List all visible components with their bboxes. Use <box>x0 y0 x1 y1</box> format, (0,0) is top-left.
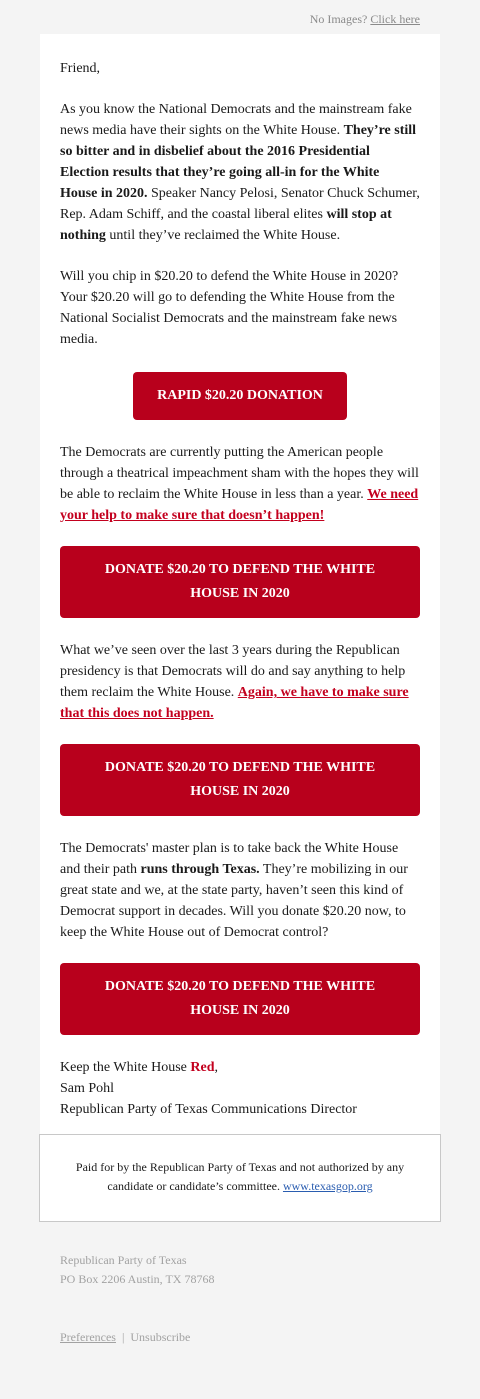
paragraph-intro-text-2: Speaker Nancy Pelosi, Senator Chuck Schumer, Rep. Adam Schiff, and the coastal liberal elites <box>60 186 420 222</box>
click-here-link[interactable]: Click here <box>370 12 420 26</box>
paragraph-intro-bold-1: They’re still so bitter and in disbelief about the 2016 Presidential Election results that they’re going all-in for the White House in 2020. <box>60 123 417 201</box>
paragraph-master-plan <box>60 838 420 943</box>
paragraph-master-plan-bold: runs through Texas. <box>140 862 260 877</box>
org-name: Republican Party of Texas <box>60 1253 187 1267</box>
paragraph-master-plan-text-2: They’re mobilizing in our great state and we, at the state party, haven’t seen this kind of Democrat support in decades. Will you donate $20.20 now, to keep the White House out of Democrat control? <box>60 862 408 940</box>
paragraph-intro <box>60 99 420 246</box>
paragraph-intro-bold-2: will stop at nothing <box>60 207 392 243</box>
signoff-keep-text: Keep the White House <box>60 1060 191 1075</box>
preferences-link[interactable]: Preferences <box>60 1330 116 1344</box>
donate-button-1[interactable]: DONATE $20.20 TO DEFEND THE WHITE HOUSE IN 2020 <box>60 546 420 618</box>
need-help-link[interactable]: We need your help to make sure that doesn’t happen! <box>60 487 419 523</box>
website-link[interactable]: www.texasgop.org <box>282 1179 373 1193</box>
preferences-bar <box>60 1328 190 1347</box>
email-body <box>40 34 440 1134</box>
paragraph-impeachment-text: The Democrats are currently putting the American people through a theatrical impeachment sham with the hopes they will be able to reclaim the White House in less than a year. <box>60 445 419 502</box>
rapid-donation-button[interactable]: RAPID $20.20 DONATION <box>133 372 347 420</box>
paragraph-republican-presidency-text: What we’ve seen over the last 3 years during the Republican presidency is that Democrats will do and say anything to help them reclaim the White House. <box>60 643 406 700</box>
greeting: Friend, <box>60 61 101 76</box>
paragraph-intro-text-3: until they’ve reclaimed the White House. <box>105 228 341 243</box>
org-address-block <box>60 1251 214 1289</box>
unsubscribe-link[interactable]: Unsubscribe <box>130 1330 191 1344</box>
signoff-line <box>60 1057 420 1078</box>
paragraph-intro-text-1: As you know the National Democrats and the mainstream fake news media have their sights on the White House. <box>60 102 412 138</box>
disclaimer-text: Paid for by the Republican Party of Texas and not authorized by any candidate or candidate’s committee. <box>75 1160 405 1193</box>
rapid-donation-wrap <box>60 372 420 420</box>
paragraph-chip-in: Will you chip in $20.20 to defend the White House in 2020? Your $20.20 will go to defending the White House from the National Socialist Democrats and the mainstream fake news media. <box>60 269 399 347</box>
make-sure-link[interactable]: Again, we have to make sure that this does not happen. <box>60 685 409 721</box>
no-images-text: No Images? <box>309 12 368 26</box>
signer-name: Sam Pohl <box>60 1081 115 1096</box>
paragraph-republican-presidency <box>60 640 420 724</box>
signer-title: Republican Party of Texas Communications Director <box>60 1102 357 1117</box>
top-bar <box>0 0 480 34</box>
paragraph-impeachment <box>60 442 420 526</box>
donate-button-3[interactable]: DONATE $20.20 TO DEFEND THE WHITE HOUSE IN 2020 <box>60 963 420 1035</box>
org-address: PO Box 2206 Austin, TX 78768 <box>60 1272 215 1286</box>
signoff-comma: , <box>214 1060 218 1075</box>
donate-button-2[interactable]: DONATE $20.20 TO DEFEND THE WHITE HOUSE IN 2020 <box>60 744 420 816</box>
paragraph-master-plan-text-1: The Democrats' master plan is to take back the White House and their path <box>60 841 399 877</box>
prefs-separator: | <box>121 1330 125 1344</box>
disclaimer-box <box>39 1134 441 1222</box>
signoff-red-word: Red <box>190 1060 215 1075</box>
